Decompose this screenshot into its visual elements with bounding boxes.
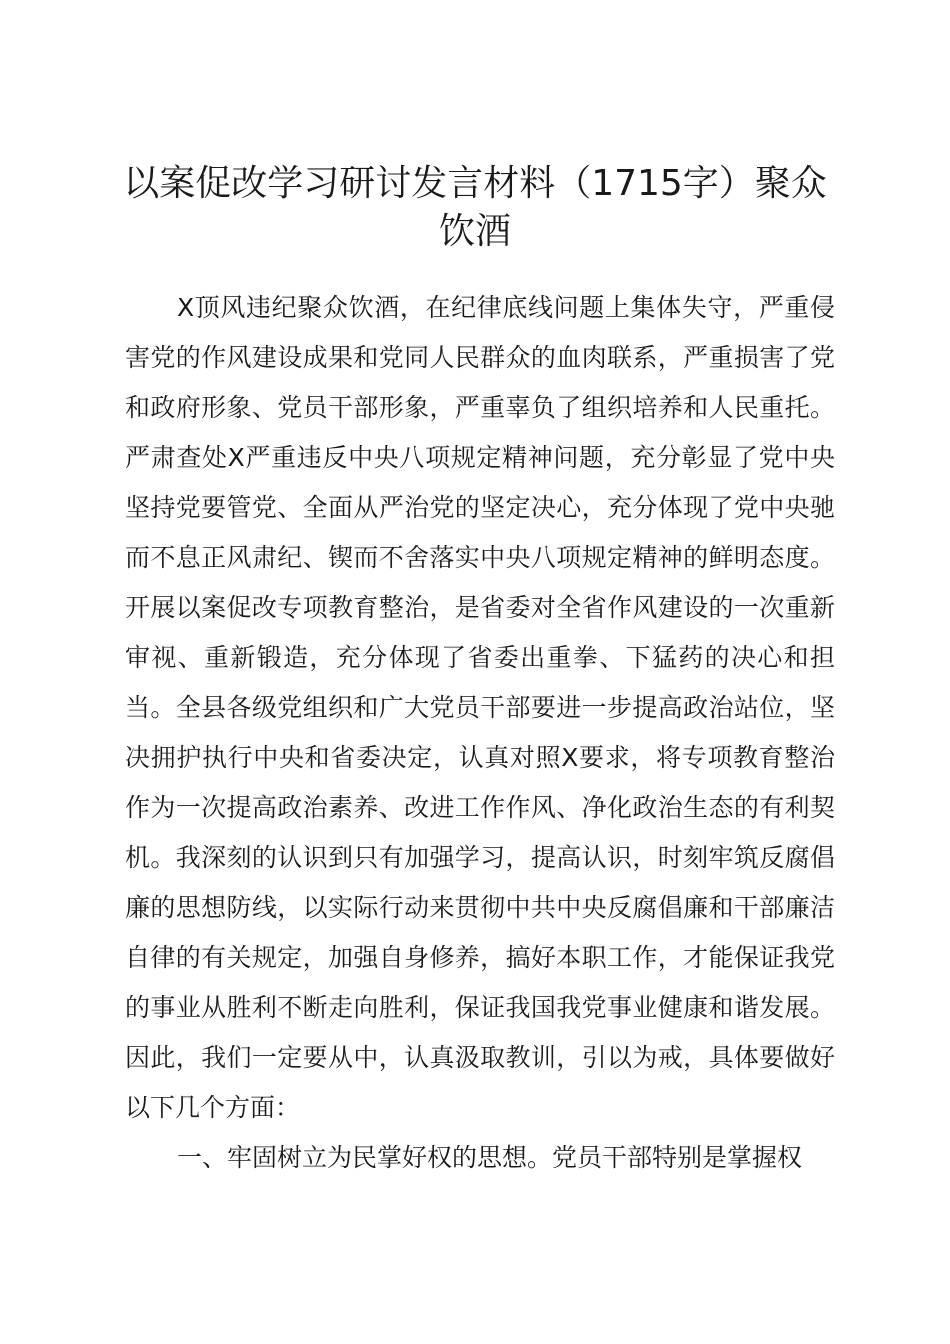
document-body: [125, 283, 835, 1183]
body-paragraph-1: X顶风违纪聚众饮酒，在纪律底线问题上集体失守，严重侵害党的作风建设成果和党同人民群众的血肉联系，严重损害了党和政府形象、党员干部形象，严重辜负了组织培养和人民重托。严肃查处X严重违反中央八项规定精神问题，充分彰显了党中央坚持党要管党、全面从严治党的坚定决心，充分体现了党中央驰而不息正风肃纪、锲而不舍落实中央八项规定精神的鲜明态度。开展以案促改专项教育整治，是省委对全省作风建设的一次重新审视、重新锻造，充分体现了省委出重拳、下猛药的决心和担当。全县各级党组织和广大党员干部要进一步提高政治站位，坚决拥护执行中央和省委决定，认真对照X要求，将专项教育整治作为一次提高政治素养、改进工作作风、净化政治生态的有利契机。我深刻的认识到只有加强学习，提高认识，时刻牢筑反腐倡廉的思想防线，以实际行动来贯彻中共中央反腐倡廉和干部廉洁自律的有关规定，加强自身修养，搞好本职工作，才能保证我党的事业从胜利不断走向胜利，保证我国我党事业健康和谐发展。因此，我们一定要从中，认真汲取教训，引以为戒，具体要做好以下几个方面：: [125, 293, 835, 1122]
body-paragraph-2: 一、牢固树立为民掌好权的思想。党员干部特别是掌握权: [177, 1143, 803, 1172]
document-title: 以案促改学习研讨发言材料（1715字）聚众饮酒: [123, 163, 827, 252]
